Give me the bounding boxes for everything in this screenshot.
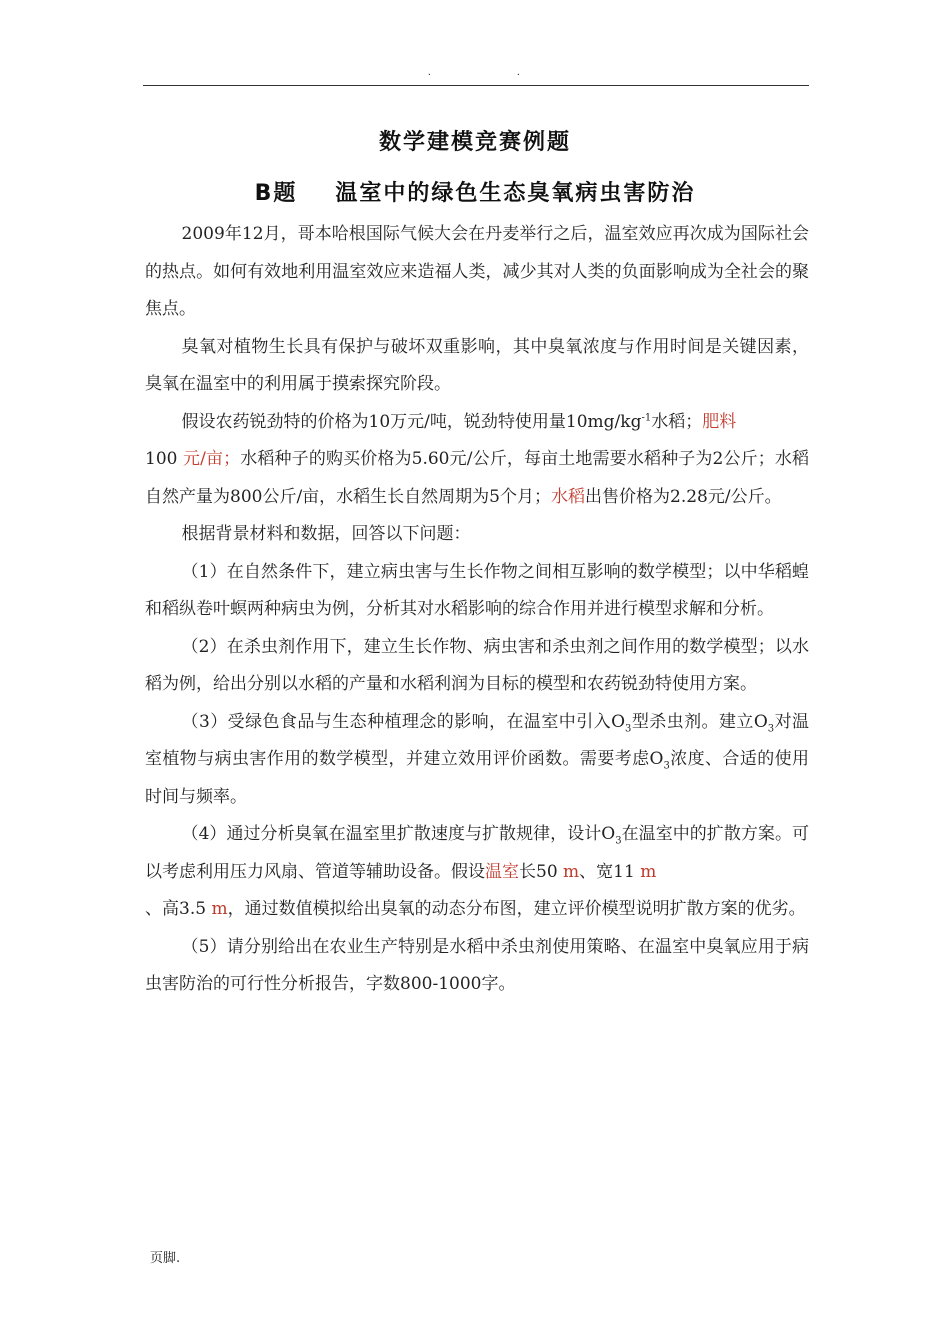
problem-heading	[0, 176, 950, 207]
question-4: （4）通过分析臭氧在温室里扩散速度与扩散规律，设计$O_3$在温室中的扩散方案。可以考虑利用压力风扇、管道等辅助设备。假设温室长50 m、宽11 m 、高3.5 m，通过数值模拟给出臭氧的动态分布图，建立评价模型说明扩散方案的优劣。	[145, 824, 809, 919]
problem-title: 温室中的绿色生态臭氧病虫害防治	[335, 181, 696, 206]
highlight-text: m	[563, 861, 580, 882]
highlight-text: m	[211, 899, 228, 919]
paragraph-questions-intro: 根据背景材料和数据，回答以下问题：	[181, 524, 471, 544]
paragraph-assumptions: 假设农药锐劲特的价格为10万元/吨，锐劲特使用量$10mg/kg^{-1}$水稻；肥料 100 元/亩；水稻种子的购买价格为5.60元/公斤，每亩土地需要水稻种子为2公斤；水稻自然产量为800公斤/亩，水稻生长自然周期为5个月；水稻出售价格为2.28元/公斤。	[145, 411, 809, 507]
paragraph-intro: 2009年12月，哥本哈根国际气候大会在丹麦举行之后，温室效应再次成为国际社会的热点。如何有效地利用温室效应来造福人类，减少其对人类的负面影响成为全社会的聚焦点。	[145, 224, 809, 319]
highlight-text: m	[640, 861, 657, 882]
question-5: （5）请分别给出在农业生产特别是水稻中杀虫剂使用策略、在温室中臭氧应用于病虫害防治的可行性分析报告，字数800-1000字。	[145, 936, 809, 994]
document-body	[145, 216, 809, 1004]
highlight-text: 元/亩；	[183, 449, 241, 469]
document-title: 数学建模竞赛例题	[378, 130, 571, 155]
question-1: （1）在自然条件下，建立病虫害与生长作物之间相互影响的数学模型；以中华稻蝗和稻纵卷叶螟两种病虫为例，分析其对水稻影响的综合作用并进行模型求解和分析。	[145, 561, 809, 619]
paragraph-ozone: 臭氧对植物生长具有保护与破坏双重影响，其中臭氧浓度与作用时间是关键因素，臭氧在温室中的利用属于摸索探究阶段。	[145, 336, 809, 394]
question-2: （2）在杀虫剂作用下，建立生长作物、病虫害和杀虫剂之间作用的数学模型；以水稻为例，给出分别以水稻的产量和水稻利润为目标的模型和农药锐劲特使用方案。	[145, 636, 809, 694]
highlight-text: 肥料	[702, 411, 737, 432]
header-rule	[143, 85, 809, 86]
problem-label: B题	[254, 181, 298, 206]
page-header	[0, 66, 950, 82]
page-footer: 页脚.	[150, 1251, 181, 1266]
header-dot-left: .	[428, 66, 431, 78]
question-3: （3）受绿色食品与生态种植理念的影响，在温室中引入$O_3$型杀虫剂。建立$O_3$对温室植物与病虫害作用的数学模型，并建立效用评价函数。需要考虑$O_3$浓度、合适的使用时间与频率。	[145, 711, 810, 807]
highlight-text: 温室	[485, 861, 519, 882]
highlight-text: 水稻	[551, 486, 585, 507]
header-dot-right: .	[517, 66, 520, 78]
